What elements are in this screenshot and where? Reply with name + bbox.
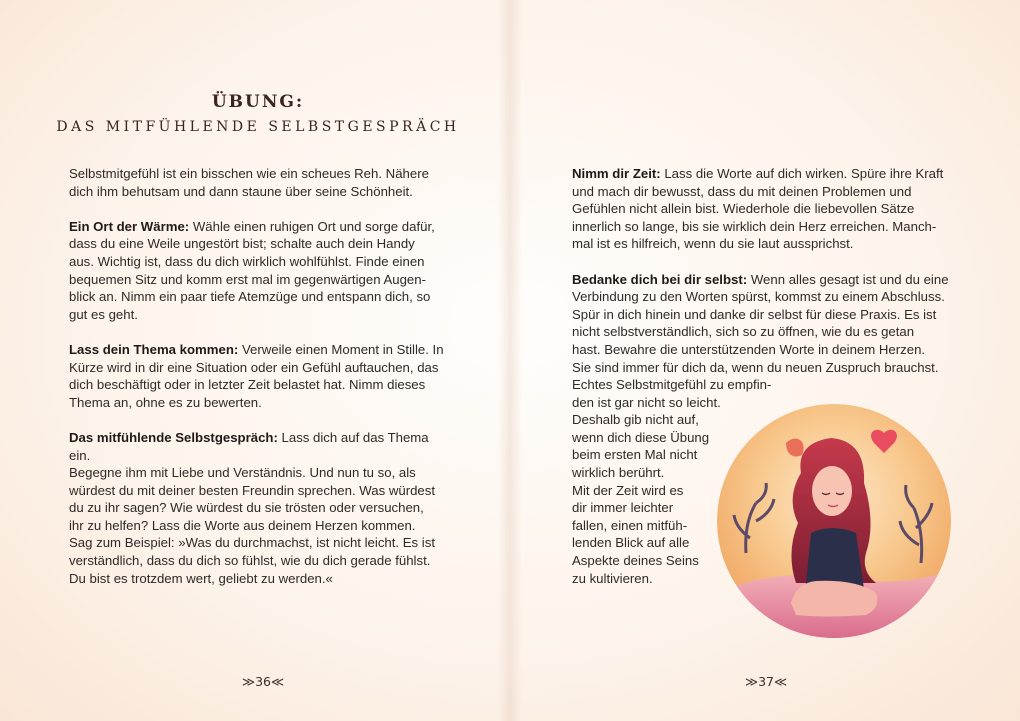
section-heading: Lass dein Thema kommen: [69,341,239,357]
section-selbstgespraech: Das mitfühlende Selbstgespräch: Lass dich auf das Thema ein. Begegne ihm mit Liebe und Verständnis. Und nun tu so, als würdest du mit deiner besten Freundin sprechen. Was würdest du zu ihr sagen? Wie würdest du sie trösten oder versuchen, ihr zu helfen? Lass die Worte aus deinem Herzen kommen. Sag zum Beispiel: »Was du durchmachst, ist nicht leicht. Es ist verständlich, dass du dich so fühlst, wie du dich gerade fühlst. Du bist es trotzdem wert, geliebt zu werden.« [69,429,436,586]
left-page-text [69,165,449,605]
woman-illustration [716,403,952,639]
exercise-subtitle: DAS MITFÜHLENDE SELBSTGESPRÄCH [56,119,460,135]
exercise-title: ÜBUNG: [211,92,305,112]
right-page-text [572,165,957,394]
closing-paragraph: Echtes Selbstmitgefühl zu empfin- den ist gar nicht so leicht. Deshalb gib nicht auf, wenn dich diese Übung beim ersten Mal nicht wirklich berührt. Mit der Zeit wird es dir immer leichter fallen, einen mitfüh- lenden Blick auf alle Aspekte deines Seins zu kultivieren. [572,377,772,586]
section-heading: Das mitfühlende Selbstgespräch: [69,429,278,445]
page-number-left: ≫36≪ [242,674,285,689]
section-heading: Bedanke dich bei dir selbst: [572,271,748,287]
section-bedanke-dich: Bedanke dich bei dir selbst: Wenn alles gesagt ist und du eine Verbindung zu den Worten spürst, kommst zu einem Abschluss. Spür in dich hinein und danke dir selbst für diese Praxis. Es ist nicht selbstverständlich, sich so zu öffnen, wie du es getan hast. Bewahre die unterstützenden Worte in deinem Herzen. Sie sind immer für dich da, wenn du neuen Zuspruch brauchst. [572,271,949,375]
section-heading: Nimm dir Zeit: [572,166,661,181]
intro-paragraph: Selbstmitgefühl ist ein bisschen wie ein scheues Reh. Nähere dich ihm behutsam und dann staune über seine Schönheit. [69,166,429,199]
section-ort-der-waerme: Ein Ort der Wärme: Wähle einen ruhigen Ort und sorge dafür, dass du eine Weile ungestört bist; schalte auch dein Handy aus. Wichtig ist, dass du dich wirklich wohlfühlst. Finde einen bequemen Sitz und komm erst mal im gegenwärtigen Augen- blick an. Nimm ein paar tiefe Atemzüge und entspann dich, so gut es geht. [69,218,435,322]
section-thema-kommen: Lass dein Thema kommen: Verweile einen Moment in Stille. In Kürze wird in dir eine Situation oder ein Gefühl auftauchen, das dich beschäftigt oder in letzter Zeit belastet hat. Nimm dieses Thema an, ohne es zu bewerten. [69,341,444,410]
section-heading: Ein Ort der Wärme: [69,218,190,234]
section-nimm-dir-zeit: Nimm dir Zeit: Lass die Worte auf dich wirken. Spüre ihre Kraft und mach dir bewusst, dass du mit deinen Problemen und Gefühlen nicht allein bist. Wiederhole die liebevollen Sätze innerlich so lange, bis sie wirklich dein Herz erreichen. Manch- mal ist es hilfreich, wenn du sie laut aussprichst. [572,166,944,252]
face-shape [812,466,852,516]
page-number-right: ≫37≪ [745,674,788,689]
